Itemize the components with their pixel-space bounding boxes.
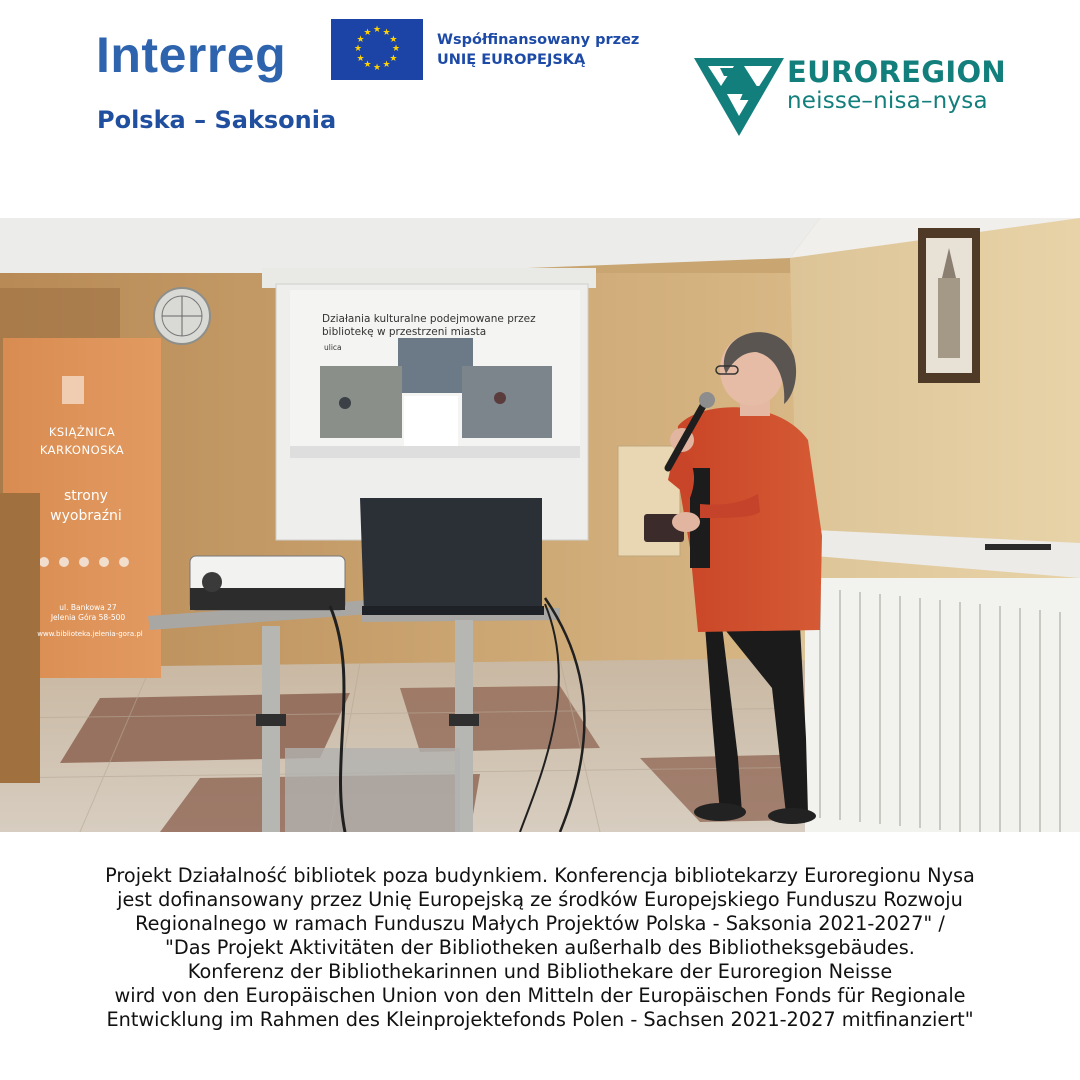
eu-star-icon: ★	[382, 27, 391, 38]
caption-line-6: wird von den Europäischen Union von den Mitteln der Europäischen Fonds für Regionale	[114, 984, 966, 1007]
caption-line-3: Regionalnego w ramach Funduszu Małych Projektów Polska - Saksonia 2021-2027" /	[135, 912, 945, 935]
banner-url: www.biblioteka.jelenia-gora.pl	[37, 630, 143, 638]
eu-star-icon: ★	[356, 34, 365, 45]
slide-title-line-2: bibliotekę w przestrzeni miasta	[322, 326, 487, 338]
euroregion-logo-icon	[694, 56, 784, 138]
eu-star-icon: ★	[356, 53, 365, 64]
eu-star-icon: ★	[389, 53, 398, 64]
caption-line-2: jest dofinansowany przez Unię Europejską ze środków Europejskiego Funduszu Rozwoju	[117, 888, 963, 911]
interreg-logo: Interreg	[96, 27, 287, 83]
eu-flag-icon	[331, 19, 423, 80]
caption-line-7: Entwicklung im Rahmen des Kleinprojektefonds Polen - Sachsen 2021-2027 mitfinanziert"	[106, 1008, 974, 1031]
photo-scene	[0, 218, 1080, 832]
banner-slogan-line-2: wyobraźni	[50, 508, 122, 524]
slide-title-line-1: Działania kulturalne podejmowane przez	[322, 313, 536, 325]
caption	[0, 864, 1080, 1032]
banner-name-line-1: KSIĄŻNICA	[48, 425, 116, 439]
banner-name-line-2: KARKONOSKA	[39, 443, 125, 457]
cofinanced-label	[437, 30, 639, 70]
euroregion-title: EUROREGION	[787, 55, 1006, 89]
eu-star-icon: ★	[391, 44, 401, 54]
eu-star-icon: ★	[389, 34, 398, 45]
banner-address-line-1: ul. Bankowa 27	[59, 603, 117, 612]
program-name: Polska – Saksonia	[97, 106, 337, 134]
cofinanced-line-2: UNIĘ EUROPEJSKĄ	[437, 52, 586, 68]
eu-star-icon: ★	[363, 27, 372, 38]
banner-address-line-2: Jelenia Góra 58-500	[50, 613, 126, 622]
caption-line-4: "Das Projekt Aktivitäten der Bibliotheken außerhalb des Bibliotheksgebäudes.	[165, 936, 915, 959]
euroregion-subtitle: neisse–nisa–nysa	[787, 88, 988, 114]
caption-line-5: Konferenz der Bibliothekarinnen und Bibliothekare der Euroregion Neisse	[187, 960, 893, 983]
eu-star-icon: ★	[372, 25, 382, 35]
eu-star-icon: ★	[372, 63, 382, 73]
banner-slogan-line-1: strony	[64, 488, 108, 504]
eu-star-icon: ★	[382, 60, 391, 71]
slide-bullet: ulica	[324, 343, 342, 352]
eu-star-icon: ★	[363, 60, 372, 71]
event-photo	[0, 218, 1080, 832]
eu-star-icon: ★	[353, 44, 363, 54]
caption-line-1: Projekt Działalność bibliotek poza budynkiem. Konferencja bibliotekarzy Euroregionu Nysa	[105, 864, 975, 887]
cofinanced-line-1: Współfinansowany przez	[437, 32, 640, 48]
